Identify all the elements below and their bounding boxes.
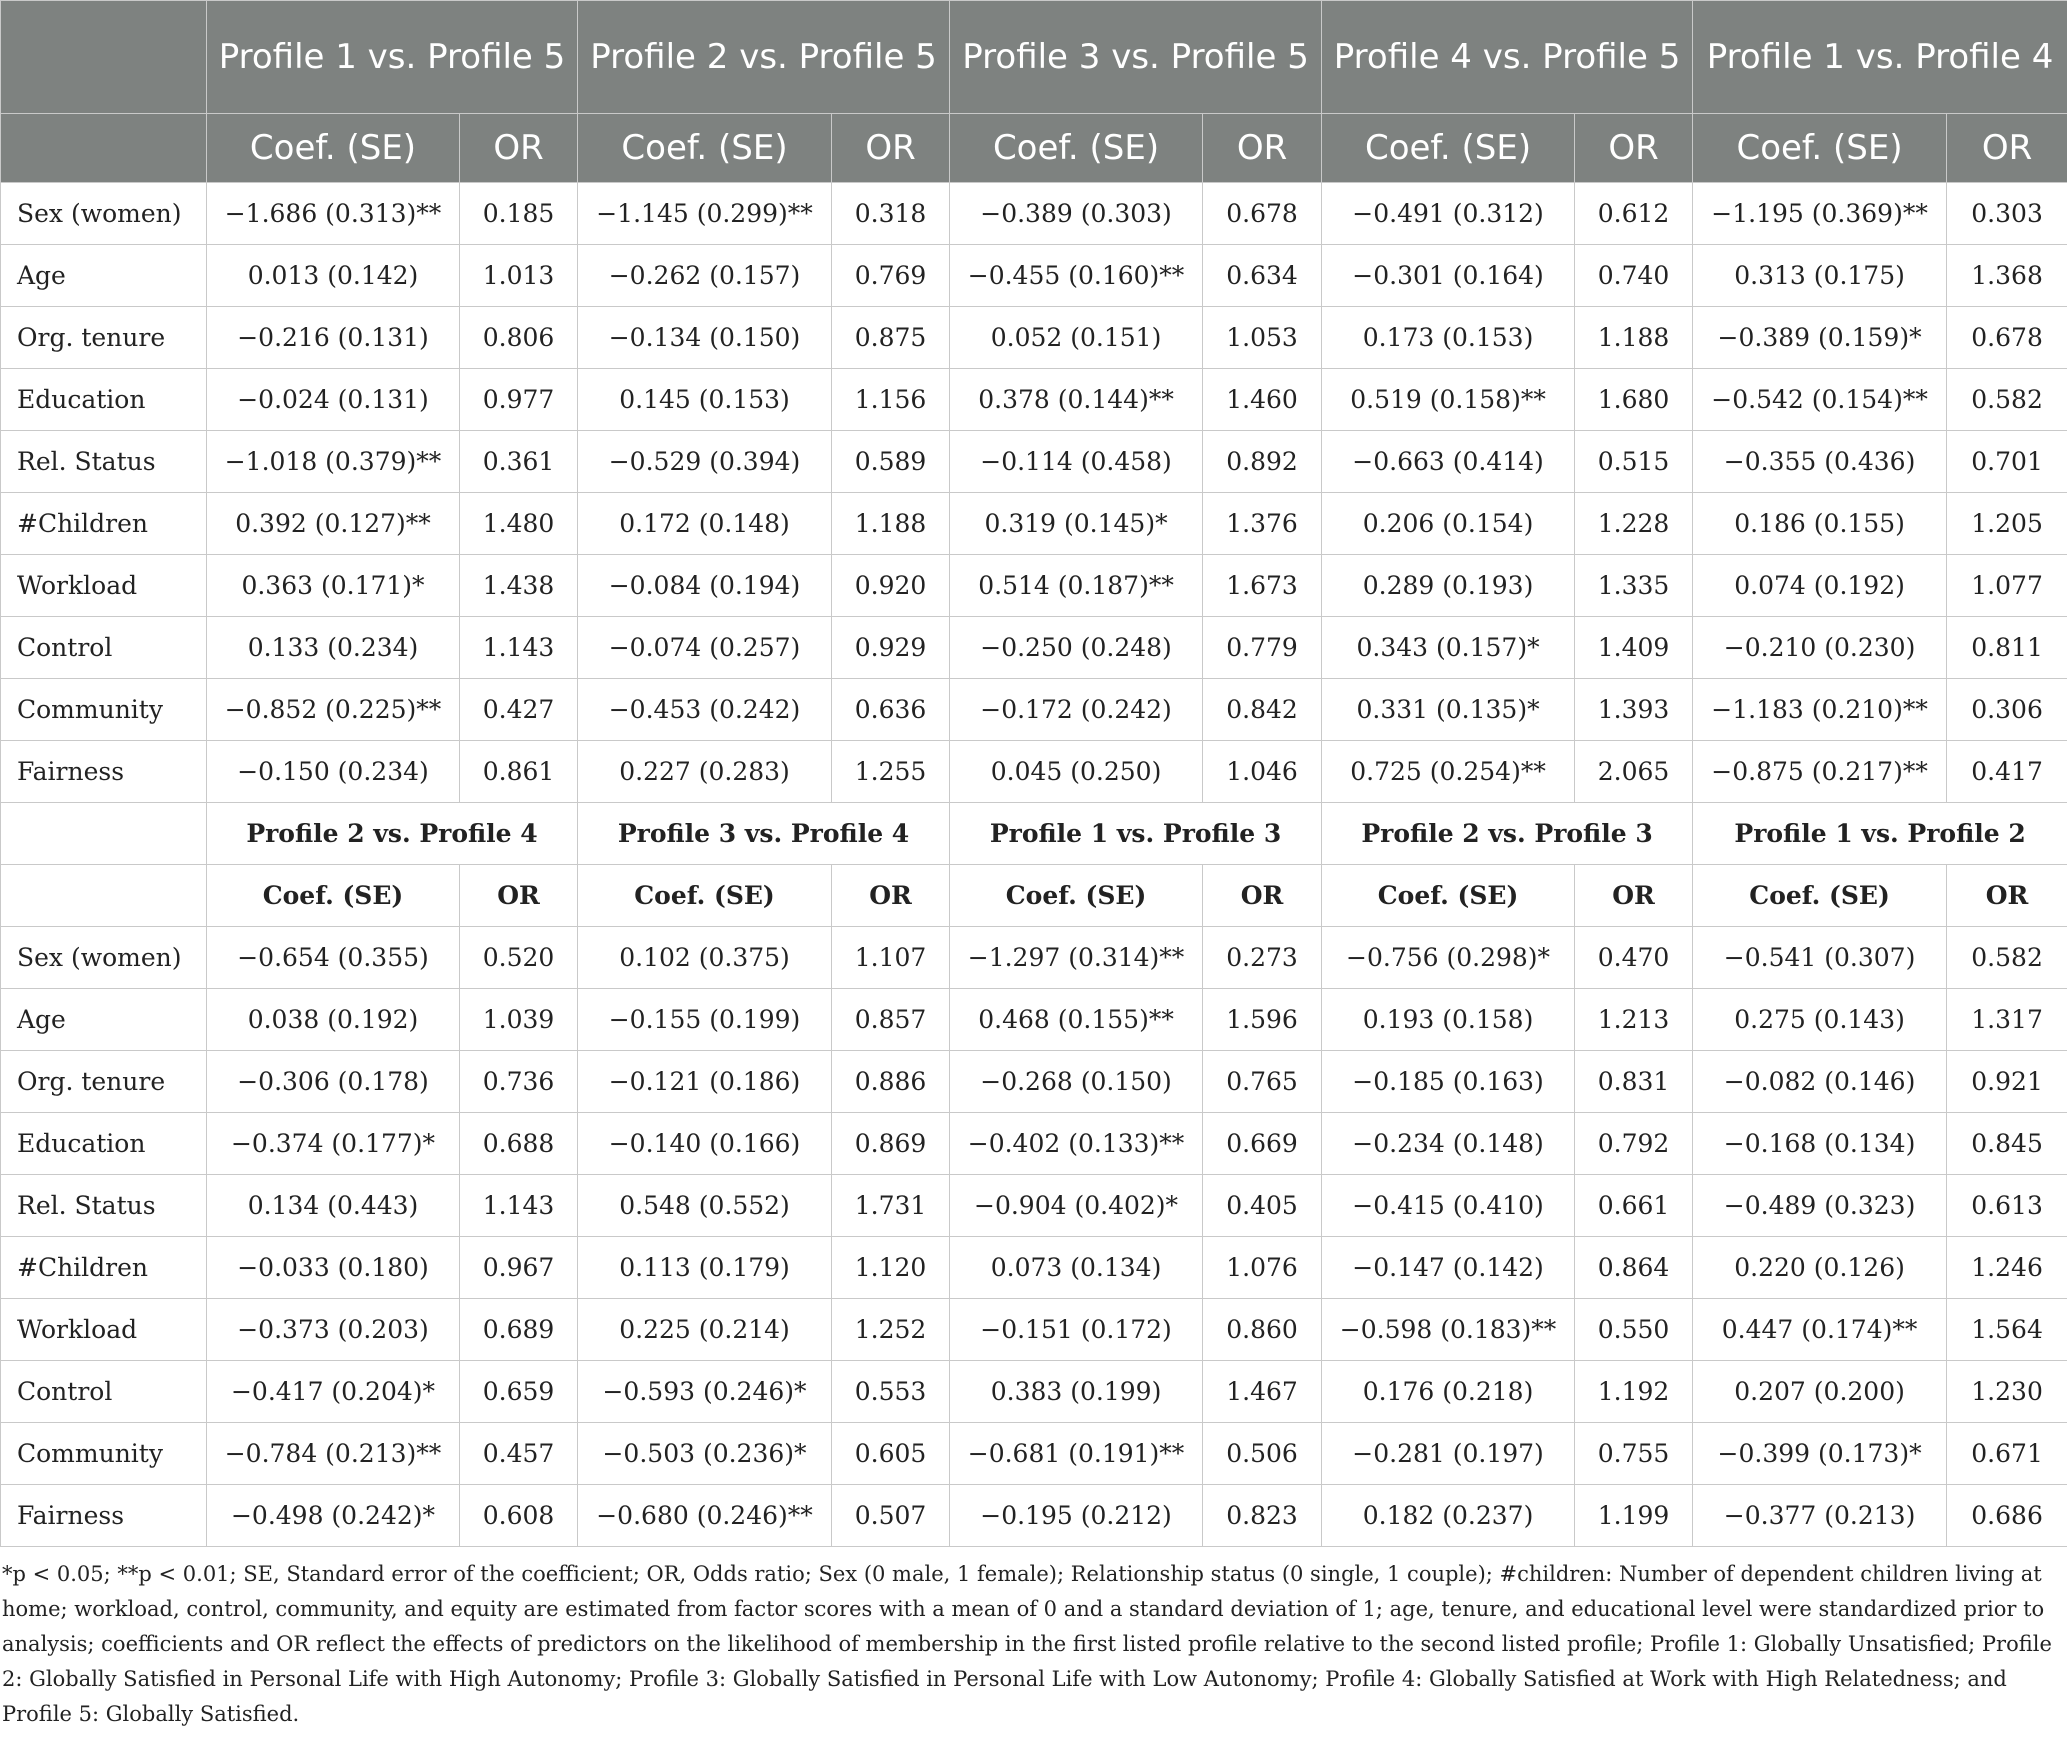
or-cell: 1.046 <box>1203 741 1322 803</box>
or-cell: 1.039 <box>460 989 578 1051</box>
or-cell: 1.596 <box>1203 989 1322 1051</box>
coef-cell: −0.663 (0.414) <box>1322 431 1575 493</box>
coef-cell: −0.301 (0.164) <box>1322 245 1575 307</box>
coef-cell: 0.176 (0.218) <box>1322 1361 1575 1423</box>
table-row <box>1 679 2067 741</box>
or-cell: 1.252 <box>832 1299 950 1361</box>
or-cell: 0.823 <box>1203 1485 1322 1547</box>
coef-cell: 0.186 (0.155) <box>1693 493 1947 555</box>
coef-cell: 0.468 (0.155)** <box>950 989 1203 1051</box>
or-cell: 0.582 <box>1947 369 2067 431</box>
or-cell: 0.612 <box>1575 183 1693 245</box>
or-cell: 0.678 <box>1203 183 1322 245</box>
coef-cell: 0.102 (0.375) <box>578 927 832 989</box>
coef-cell: 0.519 (0.158)** <box>1322 369 1575 431</box>
coef-header: Coef. (SE) <box>207 114 460 183</box>
or-cell: 0.678 <box>1947 307 2067 369</box>
coef-cell: 0.013 (0.142) <box>207 245 460 307</box>
table-row <box>1 1237 2067 1299</box>
table-row <box>1 617 2067 679</box>
coef-cell: −0.262 (0.157) <box>578 245 832 307</box>
or-cell: 0.507 <box>832 1485 950 1547</box>
profile-header: Profile 2 vs. Profile 4 <box>207 803 578 865</box>
or-cell: 0.457 <box>460 1423 578 1485</box>
profile-header: Profile 1 vs. Profile 5 <box>207 1 578 114</box>
coef-cell: 0.225 (0.214) <box>578 1299 832 1361</box>
row-label: Sex (women) <box>1 927 207 989</box>
coef-cell: −0.593 (0.246)* <box>578 1361 832 1423</box>
coef-cell: 0.383 (0.199) <box>950 1361 1203 1423</box>
row-label: #Children <box>1 493 207 555</box>
coef-cell: −0.074 (0.257) <box>578 617 832 679</box>
coef-cell: −0.250 (0.248) <box>950 617 1203 679</box>
coef-cell: −1.195 (0.369)** <box>1693 183 1947 245</box>
table-row <box>1 307 2067 369</box>
coef-cell: −0.784 (0.213)** <box>207 1423 460 1485</box>
coef-cell: −0.875 (0.217)** <box>1693 741 1947 803</box>
or-cell: 1.053 <box>1203 307 1322 369</box>
or-cell: 0.506 <box>1203 1423 1322 1485</box>
or-cell: 0.671 <box>1947 1423 2067 1485</box>
or-cell: 1.368 <box>1947 245 2067 307</box>
header-corner <box>1 865 207 927</box>
or-cell: 0.779 <box>1203 617 1322 679</box>
coef-header: Coef. (SE) <box>578 114 832 183</box>
coef-cell: −0.147 (0.142) <box>1322 1237 1575 1299</box>
or-cell: 1.143 <box>460 617 578 679</box>
coef-cell: −0.172 (0.242) <box>950 679 1203 741</box>
coef-cell: −0.121 (0.186) <box>578 1051 832 1113</box>
coef-cell: −0.355 (0.436) <box>1693 431 1947 493</box>
coef-cell: −0.529 (0.394) <box>578 431 832 493</box>
or-header: OR <box>1575 865 1693 927</box>
coef-cell: 0.173 (0.153) <box>1322 307 1575 369</box>
coef-cell: −0.140 (0.166) <box>578 1113 832 1175</box>
or-cell: 0.470 <box>1575 927 1693 989</box>
or-cell: 1.673 <box>1203 555 1322 617</box>
coef-cell: −0.852 (0.225)** <box>207 679 460 741</box>
or-cell: 0.861 <box>460 741 578 803</box>
or-cell: 1.213 <box>1575 989 1693 1051</box>
coef-cell: −0.114 (0.458) <box>950 431 1203 493</box>
or-cell: 2.065 <box>1575 741 1693 803</box>
coef-cell: −1.018 (0.379)** <box>207 431 460 493</box>
coef-cell: −0.306 (0.178) <box>207 1051 460 1113</box>
or-cell: 0.273 <box>1203 927 1322 989</box>
header-corner <box>1 114 207 183</box>
coef-header: Coef. (SE) <box>950 114 1203 183</box>
or-cell: 0.845 <box>1947 1113 2067 1175</box>
top-subheader-row <box>1 114 2067 183</box>
coef-cell: −0.399 (0.173)* <box>1693 1423 1947 1485</box>
coef-cell: 0.275 (0.143) <box>1693 989 1947 1051</box>
or-cell: 0.765 <box>1203 1051 1322 1113</box>
coef-cell: −1.183 (0.210)** <box>1693 679 1947 741</box>
coef-cell: −0.455 (0.160)** <box>950 245 1203 307</box>
coef-cell: −0.389 (0.303) <box>950 183 1203 245</box>
or-cell: 1.564 <box>1947 1299 2067 1361</box>
or-cell: 0.661 <box>1575 1175 1693 1237</box>
row-label: Age <box>1 245 207 307</box>
profile-header: Profile 1 vs. Profile 4 <box>1693 1 2067 114</box>
or-cell: 1.077 <box>1947 555 2067 617</box>
or-header: OR <box>832 865 950 927</box>
or-cell: 0.405 <box>1203 1175 1322 1237</box>
or-cell: 0.634 <box>1203 245 1322 307</box>
or-header: OR <box>1947 114 2067 183</box>
table-row <box>1 1361 2067 1423</box>
profile-header: Profile 1 vs. Profile 3 <box>950 803 1322 865</box>
profile-header: Profile 4 vs. Profile 5 <box>1322 1 1693 114</box>
coef-cell: 0.052 (0.151) <box>950 307 1203 369</box>
or-cell: 0.967 <box>460 1237 578 1299</box>
or-header: OR <box>1203 114 1322 183</box>
table-row <box>1 369 2067 431</box>
row-label: Control <box>1 617 207 679</box>
or-cell: 1.409 <box>1575 617 1693 679</box>
table-row <box>1 927 2067 989</box>
coef-cell: −0.268 (0.150) <box>950 1051 1203 1113</box>
coef-cell: −0.151 (0.172) <box>950 1299 1203 1361</box>
coef-cell: −0.377 (0.213) <box>1693 1485 1947 1547</box>
coef-cell: −0.681 (0.191)** <box>950 1423 1203 1485</box>
coef-header: Coef. (SE) <box>1322 114 1575 183</box>
or-cell: 0.427 <box>460 679 578 741</box>
coef-cell: −0.417 (0.204)* <box>207 1361 460 1423</box>
table-row <box>1 1423 2067 1485</box>
coef-cell: −0.216 (0.131) <box>207 307 460 369</box>
coef-header: Coef. (SE) <box>578 865 832 927</box>
or-cell: 1.438 <box>460 555 578 617</box>
coef-header: Coef. (SE) <box>950 865 1203 927</box>
coef-cell: 0.207 (0.200) <box>1693 1361 1947 1423</box>
or-cell: 0.701 <box>1947 431 2067 493</box>
or-cell: 0.582 <box>1947 927 2067 989</box>
or-cell: 1.143 <box>460 1175 578 1237</box>
coef-cell: −1.145 (0.299)** <box>578 183 832 245</box>
coef-cell: 0.134 (0.443) <box>207 1175 460 1237</box>
coef-cell: −0.234 (0.148) <box>1322 1113 1575 1175</box>
or-cell: 1.460 <box>1203 369 1322 431</box>
or-cell: 0.515 <box>1575 431 1693 493</box>
coef-cell: 0.289 (0.193) <box>1322 555 1575 617</box>
or-cell: 0.318 <box>832 183 950 245</box>
coef-cell: 0.447 (0.174)** <box>1693 1299 1947 1361</box>
coef-cell: −0.756 (0.298)* <box>1322 927 1575 989</box>
coef-cell: −0.024 (0.131) <box>207 369 460 431</box>
or-header: OR <box>832 114 950 183</box>
or-cell: 0.831 <box>1575 1051 1693 1113</box>
coef-cell: 0.182 (0.237) <box>1322 1485 1575 1547</box>
or-cell: 1.076 <box>1203 1237 1322 1299</box>
row-label: Education <box>1 369 207 431</box>
or-cell: 0.892 <box>1203 431 1322 493</box>
coef-cell: 0.514 (0.187)** <box>950 555 1203 617</box>
coef-cell: −1.686 (0.313)** <box>207 183 460 245</box>
or-cell: 0.920 <box>832 555 950 617</box>
row-label: Control <box>1 1361 207 1423</box>
or-cell: 0.520 <box>460 927 578 989</box>
coef-cell: −0.598 (0.183)** <box>1322 1299 1575 1361</box>
coef-cell: −0.415 (0.410) <box>1322 1175 1575 1237</box>
row-label: Workload <box>1 1299 207 1361</box>
coef-cell: 0.045 (0.250) <box>950 741 1203 803</box>
coef-header: Coef. (SE) <box>1693 114 1947 183</box>
coef-cell: −0.155 (0.199) <box>578 989 832 1051</box>
coef-cell: 0.343 (0.157)* <box>1322 617 1575 679</box>
or-header: OR <box>1203 865 1322 927</box>
coef-cell: 0.378 (0.144)** <box>950 369 1203 431</box>
or-cell: 0.303 <box>1947 183 2067 245</box>
coef-cell: −0.210 (0.230) <box>1693 617 1947 679</box>
row-label: Sex (women) <box>1 183 207 245</box>
row-label: Community <box>1 679 207 741</box>
row-label: Rel. Status <box>1 1175 207 1237</box>
row-label: Workload <box>1 555 207 617</box>
coef-cell: 0.073 (0.134) <box>950 1237 1203 1299</box>
row-label: Fairness <box>1 1485 207 1547</box>
or-cell: 1.156 <box>832 369 950 431</box>
coef-cell: 0.172 (0.148) <box>578 493 832 555</box>
row-label: Org. tenure <box>1 307 207 369</box>
or-cell: 0.589 <box>832 431 950 493</box>
coef-cell: 0.133 (0.234) <box>207 617 460 679</box>
or-cell: 1.192 <box>1575 1361 1693 1423</box>
table-row <box>1 1051 2067 1113</box>
coef-cell: −0.374 (0.177)* <box>207 1113 460 1175</box>
or-cell: 0.686 <box>1947 1485 2067 1547</box>
or-cell: 0.792 <box>1575 1113 1693 1175</box>
coef-cell: −0.082 (0.146) <box>1693 1051 1947 1113</box>
or-cell: 0.613 <box>1947 1175 2067 1237</box>
coef-cell: −0.453 (0.242) <box>578 679 832 741</box>
coef-cell: 0.392 (0.127)** <box>207 493 460 555</box>
coef-cell: −0.134 (0.150) <box>578 307 832 369</box>
bottom-header-row <box>1 803 2067 865</box>
coef-cell: −0.150 (0.234) <box>207 741 460 803</box>
coef-cell: −0.498 (0.242)* <box>207 1485 460 1547</box>
coef-header: Coef. (SE) <box>207 865 460 927</box>
or-cell: 0.185 <box>460 183 578 245</box>
or-cell: 0.857 <box>832 989 950 1051</box>
or-cell: 0.811 <box>1947 617 2067 679</box>
coef-cell: −0.489 (0.323) <box>1693 1175 1947 1237</box>
coef-cell: 0.206 (0.154) <box>1322 493 1575 555</box>
or-cell: 1.480 <box>460 493 578 555</box>
or-cell: 0.669 <box>1203 1113 1322 1175</box>
coef-cell: −0.281 (0.197) <box>1322 1423 1575 1485</box>
coef-cell: −0.541 (0.307) <box>1693 927 1947 989</box>
or-cell: 1.335 <box>1575 555 1693 617</box>
coef-cell: −0.402 (0.133)** <box>950 1113 1203 1175</box>
coef-cell: 0.331 (0.135)* <box>1322 679 1575 741</box>
profile-header: Profile 3 vs. Profile 4 <box>578 803 950 865</box>
row-label: Rel. Status <box>1 431 207 493</box>
or-cell: 1.467 <box>1203 1361 1322 1423</box>
or-cell: 0.736 <box>460 1051 578 1113</box>
or-cell: 1.246 <box>1947 1237 2067 1299</box>
coef-cell: −0.389 (0.159)* <box>1693 307 1947 369</box>
or-cell: 0.636 <box>832 679 950 741</box>
or-cell: 1.317 <box>1947 989 2067 1051</box>
header-corner <box>1 1 207 114</box>
table-row <box>1 1175 2067 1237</box>
or-cell: 0.929 <box>832 617 950 679</box>
or-cell: 1.393 <box>1575 679 1693 741</box>
coef-cell: −0.168 (0.134) <box>1693 1113 1947 1175</box>
or-cell: 0.806 <box>460 307 578 369</box>
or-header: OR <box>460 865 578 927</box>
table-row <box>1 741 2067 803</box>
table-footnote: *p < 0.05; **p < 0.01; SE, Standard error of the coefficient; OR, Odds ratio; Sex (0 male, 1 female); Relationship status (0 single, 1 couple); #children: Number of dependent children living at home; workload, control, community, and equity are estimated from factor scores with a mean of 0 and a standard deviation of 1; age, tenure, and educational level were standardized prior to analysis; coefficients and OR reflect the effects of predictors on the likelihood of membership in the first listed profile relative to the second listed profile; Profile 1: Globally Unsatisfied; Profile 2: Globally Satisfied in Personal Life with High Autonomy; Profile 3: Globally Satisfied in Personal Life with Low Autonomy; Profile 4: Globally Satisfied at Work with High Relatedness; and Profile 5: Globally Satisfied. <box>2 1562 2052 1726</box>
or-cell: 0.605 <box>832 1423 950 1485</box>
coef-cell: −1.297 (0.314)** <box>950 927 1203 989</box>
table-row <box>1 1485 2067 1547</box>
coef-cell: −0.654 (0.355) <box>207 927 460 989</box>
table-row <box>1 1299 2067 1361</box>
or-cell: 1.376 <box>1203 493 1322 555</box>
or-cell: 0.769 <box>832 245 950 307</box>
row-label: #Children <box>1 1237 207 1299</box>
profile-header: Profile 1 vs. Profile 2 <box>1693 803 2067 865</box>
table-row <box>1 555 2067 617</box>
or-cell: 0.864 <box>1575 1237 1693 1299</box>
or-cell: 1.230 <box>1947 1361 2067 1423</box>
or-cell: 1.199 <box>1575 1485 1693 1547</box>
or-cell: 0.361 <box>460 431 578 493</box>
top-header-row <box>1 1 2067 114</box>
or-cell: 1.680 <box>1575 369 1693 431</box>
or-cell: 1.228 <box>1575 493 1693 555</box>
or-cell: 0.550 <box>1575 1299 1693 1361</box>
row-label: Fairness <box>1 741 207 803</box>
coef-cell: −0.680 (0.246)** <box>578 1485 832 1547</box>
coef-cell: 0.227 (0.283) <box>578 741 832 803</box>
or-header: OR <box>1575 114 1693 183</box>
or-cell: 0.875 <box>832 307 950 369</box>
coef-cell: 0.548 (0.552) <box>578 1175 832 1237</box>
coef-cell: 0.220 (0.126) <box>1693 1237 1947 1299</box>
table-row <box>1 1113 2067 1175</box>
coef-cell: 0.113 (0.179) <box>578 1237 832 1299</box>
coef-cell: −0.033 (0.180) <box>207 1237 460 1299</box>
or-header: OR <box>460 114 578 183</box>
coef-cell: 0.038 (0.192) <box>207 989 460 1051</box>
coef-cell: 0.313 (0.175) <box>1693 245 1947 307</box>
or-cell: 0.860 <box>1203 1299 1322 1361</box>
coef-cell: 0.074 (0.192) <box>1693 555 1947 617</box>
coef-cell: −0.084 (0.194) <box>578 555 832 617</box>
table-row <box>1 493 2067 555</box>
or-cell: 0.417 <box>1947 741 2067 803</box>
or-cell: 1.188 <box>1575 307 1693 369</box>
coef-cell: −0.195 (0.212) <box>950 1485 1203 1547</box>
coef-header: Coef. (SE) <box>1693 865 1947 927</box>
or-cell: 0.659 <box>460 1361 578 1423</box>
or-cell: 0.921 <box>1947 1051 2067 1113</box>
profile-header: Profile 2 vs. Profile 5 <box>578 1 950 114</box>
or-cell: 0.553 <box>832 1361 950 1423</box>
coef-cell: −0.185 (0.163) <box>1322 1051 1575 1113</box>
table-row <box>1 183 2067 245</box>
or-cell: 0.688 <box>460 1113 578 1175</box>
or-cell: 0.842 <box>1203 679 1322 741</box>
header-corner <box>1 803 207 865</box>
bottom-subheader-row <box>1 865 2067 927</box>
row-label: Education <box>1 1113 207 1175</box>
row-label: Org. tenure <box>1 1051 207 1113</box>
coef-header: Coef. (SE) <box>1322 865 1575 927</box>
or-cell: 0.886 <box>832 1051 950 1113</box>
or-cell: 0.306 <box>1947 679 2067 741</box>
coef-cell: 0.193 (0.158) <box>1322 989 1575 1051</box>
or-cell: 0.977 <box>460 369 578 431</box>
profile-header: Profile 2 vs. Profile 3 <box>1322 803 1693 865</box>
or-cell: 1.205 <box>1947 493 2067 555</box>
or-cell: 0.869 <box>832 1113 950 1175</box>
profile-header: Profile 3 vs. Profile 5 <box>950 1 1322 114</box>
coef-cell: −0.904 (0.402)* <box>950 1175 1203 1237</box>
or-cell: 0.608 <box>460 1485 578 1547</box>
coef-cell: 0.145 (0.153) <box>578 369 832 431</box>
coef-cell: −0.491 (0.312) <box>1322 183 1575 245</box>
or-cell: 0.689 <box>460 1299 578 1361</box>
or-cell: 1.120 <box>832 1237 950 1299</box>
coef-cell: 0.319 (0.145)* <box>950 493 1203 555</box>
row-label: Community <box>1 1423 207 1485</box>
coef-cell: 0.725 (0.254)** <box>1322 741 1575 803</box>
or-cell: 1.013 <box>460 245 578 307</box>
coef-cell: −0.373 (0.203) <box>207 1299 460 1361</box>
table-row <box>1 245 2067 307</box>
or-cell: 0.755 <box>1575 1423 1693 1485</box>
row-label: Age <box>1 989 207 1051</box>
or-cell: 1.255 <box>832 741 950 803</box>
coef-cell: −0.503 (0.236)* <box>578 1423 832 1485</box>
coef-cell: −0.542 (0.154)** <box>1693 369 1947 431</box>
or-cell: 1.731 <box>832 1175 950 1237</box>
table-row <box>1 431 2067 493</box>
or-cell: 1.107 <box>832 927 950 989</box>
table-row <box>1 989 2067 1051</box>
coef-cell: 0.363 (0.171)* <box>207 555 460 617</box>
or-cell: 0.740 <box>1575 245 1693 307</box>
or-cell: 1.188 <box>832 493 950 555</box>
or-header: OR <box>1947 865 2067 927</box>
